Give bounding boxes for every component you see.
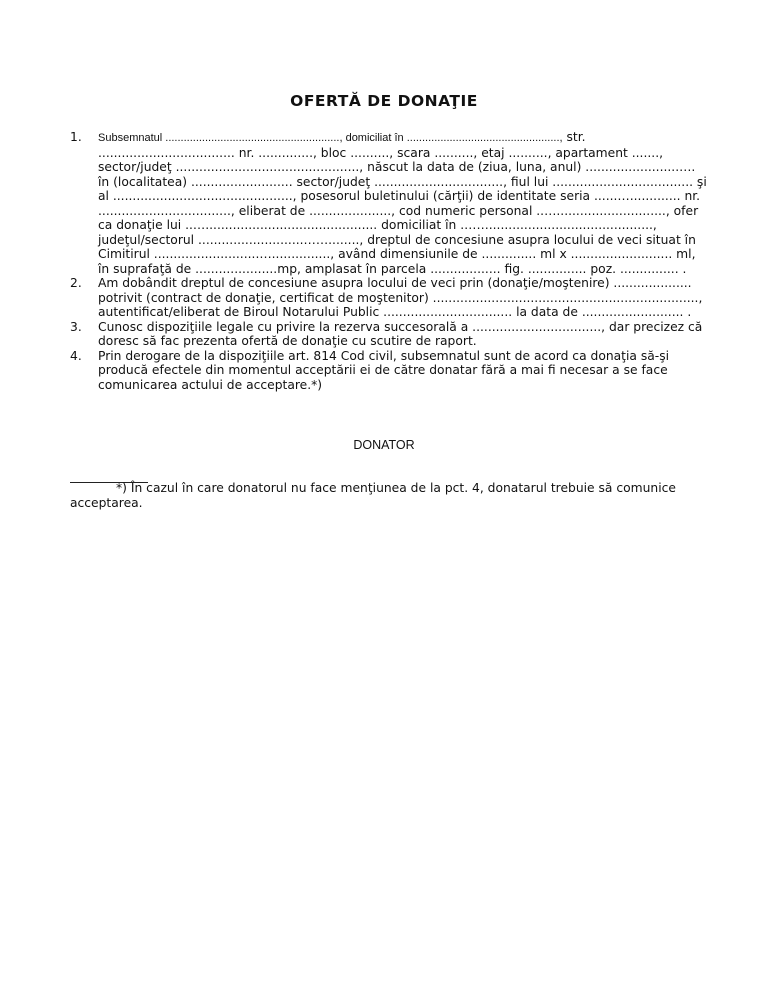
clause-number: 2. — [70, 276, 82, 290]
clause-list — [70, 130, 710, 392]
clause-number: 3. — [70, 319, 82, 334]
clause-4 — [70, 349, 710, 393]
clause-text: Am dobândit dreptul de concesiune asupra locului de veci prin (donaţie/moştenire) .................... potrivit (contract de donaţie, certificat de moştenitor) ...................................................................., autentificat/eliberat de Biroul Notarului Public ................................. la data de .......................... . — [98, 276, 703, 319]
clause-text — [98, 130, 710, 276]
clause-3 — [70, 320, 710, 349]
clause-number: 4. — [70, 348, 82, 363]
clause-text: Prin derogare de la dispoziţiile art. 814 Cod civil, subsemnatul sunt de acord ca donaţia să-şi producă efectele din momentul acceptării ei de către donatar fără a mai fi necesar a se face comunicarea actului de acceptare.*) — [98, 348, 670, 392]
clause-2 — [70, 276, 710, 320]
signature-label: DONATOR — [353, 438, 415, 452]
clause-lead: Subsemnatul ........................................................., domiciliat în .................................................., — [98, 132, 563, 144]
footnote: *) În cazul în care donatorul nu face menţiunea de la pct. 4, donatarul trebuie să comunice acceptarea. — [70, 481, 676, 510]
clause-body: str. ................................... nr. .............., bloc .........., scara .........., etaj .........., apartament ......., sector/judeţ ..............................................., născut la data de (ziua, luna, anul) ........................…. în (localitatea) .......................... sector/judeţ ................................., fiul lui .................................... şi al .............................................., posesorul buletinului (cărţii) de identitate seria ......…............. nr. .................................., eliberat de ....................., cod numeric personal ..…............................, ofer ca donaţie lui ..…............................................ domiciliat în .…….........................................., judeţul/sectorul ...........................……........, dreptul de concesiune asupra locului de veci situat în Cimitirul ...........................…..............., având dimensiunile de .............. ml x .......................... ml, în suprafaţă de .....................mp, amplasat în parcela .................. fig. ............... poz. ............... . — [98, 130, 707, 276]
clause-number: 1. — [70, 130, 82, 144]
clause-1 — [70, 130, 710, 276]
clause-text: Cunosc dispoziţiile legale cu privire la rezerva succesorală a ................................., dar precizez că doresc să fac prezenta ofertă de donaţie cu scutire de raport. — [98, 319, 703, 348]
document-title: OFERTĂ DE DONAŢIE — [290, 92, 478, 110]
